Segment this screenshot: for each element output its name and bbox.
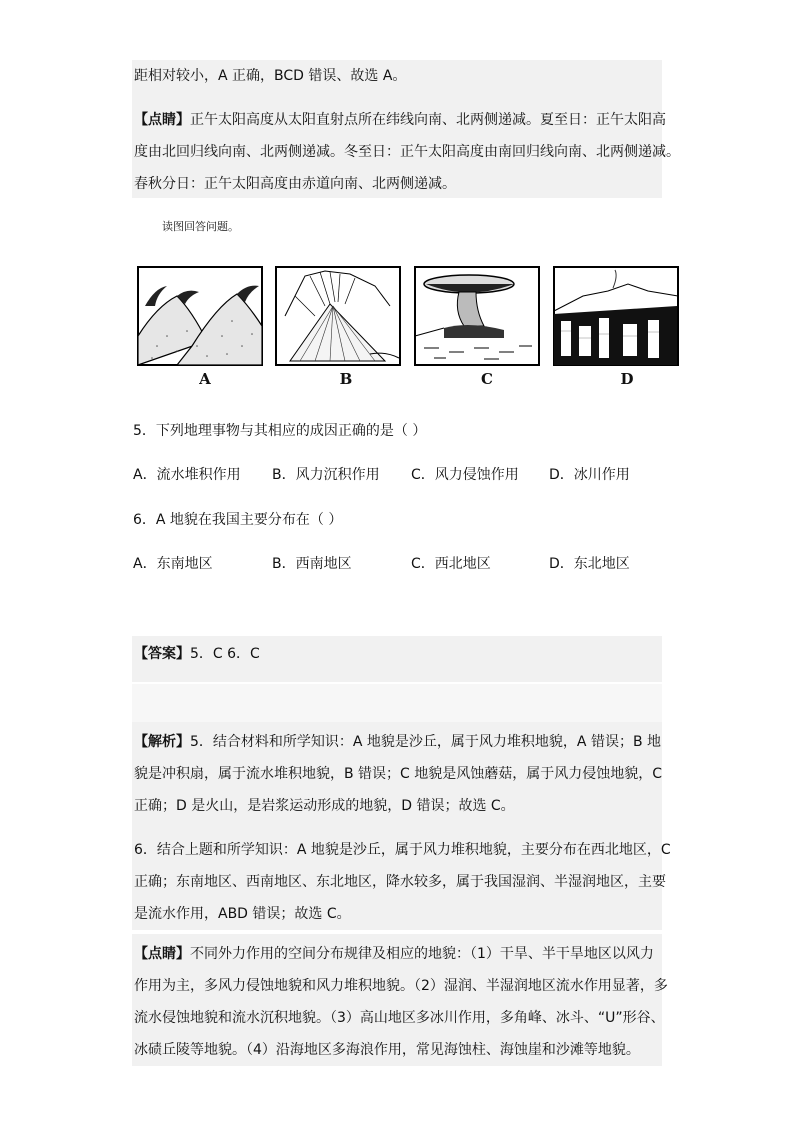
- tip-line-3: 春秋分日：正午太阳高度由赤道向南、北两侧递减。: [134, 176, 456, 192]
- question-5-option-b: B．风力沉积作用: [272, 467, 380, 483]
- figure-d-volcano: [553, 266, 679, 366]
- figure-a-sand-dunes: [137, 266, 263, 366]
- analysis-p2-line-3: 是流水作用，ABD 错误；故选 C。: [134, 906, 351, 922]
- figure-b-alluvial-fan: [275, 266, 401, 366]
- analysis-label: 【解析】: [134, 734, 190, 750]
- tip-2-text-1: 不同外力作用的空间分布规律及相应的地貌：（1）干旱、半干旱地区以风力: [190, 946, 654, 962]
- question-5-option-a: A．流水堆积作用: [133, 467, 241, 483]
- analysis-p1-text-1: 5．结合材料和所学知识：A 地貌是沙丘，属于风力堆积地貌，A 错误；B 地: [190, 734, 662, 750]
- analysis-p2-line-2: 正确；东南地区、西南地区、东北地区，降水较多，属于我国湿润、半湿润地区，主要: [134, 874, 666, 890]
- tip-2-block: [132, 934, 668, 1066]
- sand-dune-illustration: [137, 266, 263, 366]
- analysis-p1-line-3: 正确；D 是火山，是岩浆运动形成的地貌，D 错误；故选 C。: [134, 798, 515, 814]
- analysis-p2-line-1: 6．结合上题和所学知识：A 地貌是沙丘，属于风力堆积地貌，主要分布在西北地区，C: [134, 842, 671, 858]
- tip-line-1: [134, 110, 666, 130]
- tip-2-label: 【点睛】: [134, 946, 190, 962]
- answer-line: [134, 644, 260, 664]
- answer-label: 【答案】: [134, 646, 190, 662]
- tip-label: 【点睛】: [134, 112, 190, 128]
- answer-text: 5．C 6．C: [190, 646, 260, 662]
- previous-answer-line: 距相对较小，A 正确，BCD 错误、故选 A。: [134, 68, 407, 84]
- tip-2-line-1: [134, 944, 654, 964]
- question-6-option-d: D．东北地区: [549, 556, 630, 572]
- question-5-option-d: D．冰川作用: [549, 467, 630, 483]
- previous-answer-block: [132, 60, 680, 198]
- figure-d-label: D: [620, 370, 634, 388]
- question-5-stem: 5．下列地理事物与其相应的成因正确的是（ ）: [133, 423, 427, 439]
- question-5-option-c: C．风力侵蚀作用: [411, 467, 519, 483]
- question-6-option-b: B．西南地区: [272, 556, 352, 572]
- figure-b-label: B: [339, 370, 353, 388]
- tip-2-line-4: 冰碛丘陵等地貌。（4）沿海地区多海浪作用，常见海蚀柱、海蚀崖和沙滩等地貌。: [134, 1042, 640, 1058]
- question-6-option-c: C．西北地区: [411, 556, 491, 572]
- figure-caption: 读图回答问题。: [162, 220, 239, 233]
- analysis-p1-line-2: 貌是冲积扇，属于流水堆积地貌，B 错误；C 地貌是风蚀蘑菇，属于风力侵蚀地貌，C: [134, 766, 663, 782]
- question-6-option-a: A．东南地区: [133, 556, 213, 572]
- tip-line-2: 度由北回归线向南、北两侧递减。冬至日：正午太阳高度由南回归线向南、北两侧递减。: [134, 144, 680, 160]
- analysis-block: [132, 722, 671, 930]
- answer-block: [132, 636, 662, 682]
- answer-spacer: [132, 684, 662, 722]
- figure-c-mushroom-rock: [414, 266, 540, 366]
- figure-a-label: A: [199, 370, 211, 388]
- tip-2-line-3: 流水侵蚀地貌和流水沉积地貌。（3）高山地区多冰川作用，多角峰、冰斗、“U”形谷、: [134, 1010, 665, 1026]
- tip-2-line-2: 作用为主，多风力侵蚀地貌和风力堆积地貌。（2）湿润、半湿润地区流水作用显著，多: [134, 978, 668, 994]
- alluvial-fan-illustration: [275, 266, 401, 366]
- figure-c-label: C: [481, 370, 493, 388]
- volcano-illustration: [553, 266, 679, 366]
- mushroom-rock-illustration: [414, 266, 540, 366]
- tip-text-1: 正午太阳高度从太阳直射点所在纬线向南、北两侧递减。夏至日：正午太阳高: [190, 112, 666, 128]
- question-6-stem: 6．A 地貌在我国主要分布在（ ）: [133, 512, 343, 528]
- analysis-p1-line-1: [134, 732, 661, 752]
